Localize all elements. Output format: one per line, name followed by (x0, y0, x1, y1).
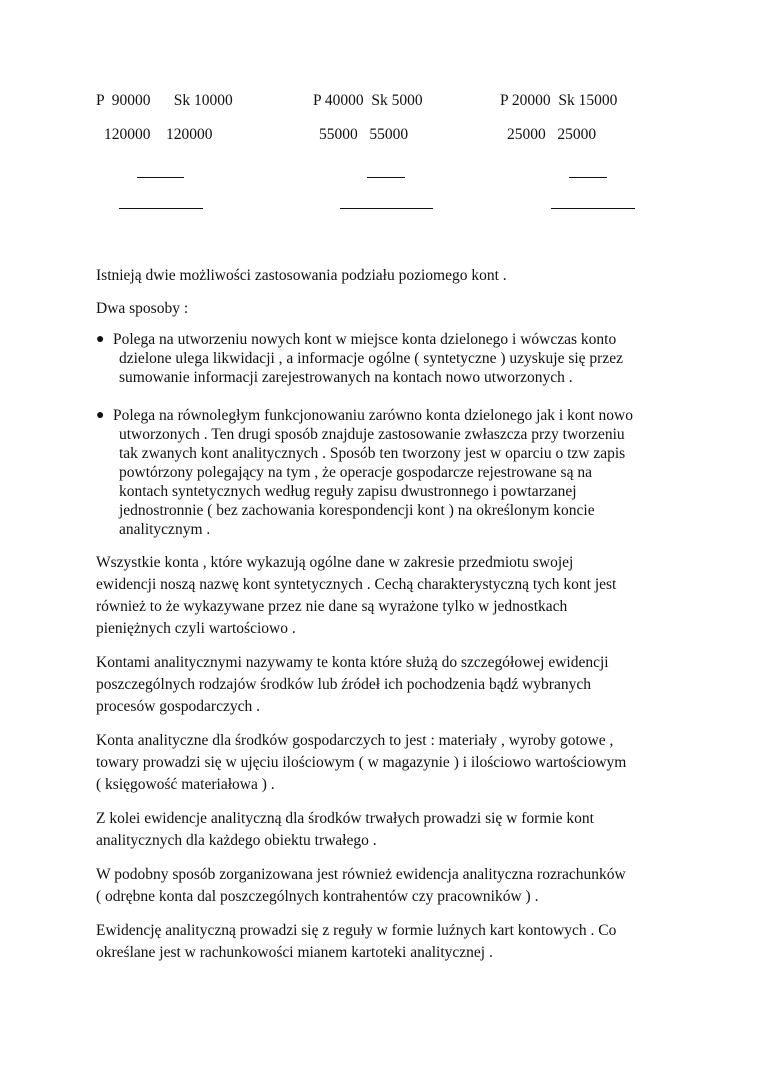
paragraph-line: Kontami analitycznymi nazywamy te konta które służą do szczegółowej ewidencji (96, 654, 609, 671)
intro-paragraph: Istnieją dwie możliwości zastosowania podziału poziomego kont . (96, 267, 507, 284)
paragraph-line: W podobny sposób zorganizowana jest również ewidencja analityczna rozrachunków (96, 866, 626, 883)
paragraph-line: ( odrębne konta dal poszczególnych kontrahentów czy pracowników ) . (96, 888, 539, 905)
account-1-totals: P 90000 Sk 10000 (96, 92, 233, 109)
bullet-icon: ● (96, 408, 105, 423)
paragraph-line: Z kolei ewidencje analityczną dla środków trwałych prowadzi się w formie kont (96, 810, 594, 827)
paragraph-line: Ewidencję analityczną prowadzi się z reguły w formie luźnych kart kontowych . Co (96, 922, 617, 939)
paragraph-line: określane jest w rachunkowości mianem kartoteki analitycznej . (96, 944, 493, 961)
paragraph-line: analitycznych dla każdego obiektu trwałego . (96, 832, 377, 849)
account-1-long-rule (119, 208, 203, 209)
paragraph-line: pieniężnych czyli wartościowo . (96, 620, 296, 637)
account-3-short-rule (569, 177, 607, 178)
paragraph-analytical-accounts (96, 652, 676, 718)
paragraph-line: Konta analityczne dla środków gospodarczych to jest : materiały , wyroby gotowe , (96, 732, 614, 749)
bullet-1-line: Polega na utworzeniu nowych kont w miejsce konta dzielonego i wówczas konto (113, 331, 617, 348)
document-body (96, 265, 676, 964)
bullet-item-2 (96, 406, 676, 539)
bullet-2-line: kontach syntetycznych według reguły zapisu dwustronnego i powtarzanej (119, 483, 577, 500)
bullet-1-line: dzielone ulega likwidacji , a informacje ogólne ( syntetyczne ) uzyskuje się przez (119, 350, 623, 367)
account-1-short-rule (137, 177, 184, 178)
paragraph-economic-means (96, 730, 676, 796)
paragraph-line: ewidencji noszą nazwę kont syntetycznych . Cechą charakterystyczną tych kont jest (96, 576, 617, 593)
paragraph-line: Wszystkie konta , które wykazują ogólne dane w zakresie przedmiotu swojej (96, 554, 574, 571)
bullet-2-line: jednostronnie ( bez zachowania korespondencji kont ) na określonym koncie (119, 502, 595, 519)
account-3-turnover: 25000 25000 (507, 126, 597, 143)
bullet-icon: ● (96, 332, 105, 347)
paragraph-settlements (96, 864, 676, 908)
paragraph-card-file (96, 920, 676, 964)
bullet-2-line: Polega na równoległym funkcjonowaniu zarówno konta dzielonego jak i kont nowo (113, 407, 633, 424)
bullet-2-line: powtórzony polegający na tym , że operacje gospodarcze rejestrowane są na (119, 464, 592, 481)
bullet-2-line: analitycznym . (119, 521, 211, 538)
paragraph-line: również to że wykazywane przez nie dane są wyrażone tylko w jednostkach (96, 598, 568, 615)
paragraph-line: ( księgowość materiałowa ) . (96, 776, 275, 793)
account-2-long-rule (340, 208, 433, 209)
bullet-2-line: utworzonych . Ten drugi sposób znajduje zastosowanie zwłaszcza przy tworzeniu (119, 426, 625, 443)
account-2-totals: P 40000 Sk 5000 (313, 92, 423, 109)
account-2-turnover: 55000 55000 (319, 126, 409, 143)
account-2-short-rule (367, 177, 405, 178)
ways-heading: Dwa sposoby : (96, 300, 189, 317)
bullet-2-line: tak zwanych kont analitycznych . Sposób ten tworzony jest w oparciu o tzw zapis (119, 445, 626, 462)
paragraph-fixed-assets (96, 808, 676, 852)
bullet-1-line: sumowanie informacji zarejestrowanych na kontach nowo utworzonych . (119, 369, 573, 386)
paragraph-synthetic-accounts (96, 552, 676, 640)
paragraph-line: procesów gospodarczych . (96, 698, 260, 715)
account-1-turnover: 120000 120000 (104, 126, 213, 143)
account-3-totals: P 20000 Sk 15000 (500, 92, 618, 109)
account-3-long-rule (551, 208, 635, 209)
paragraph-line: poszczególnych rodzajów środków lub źródeł ich pochodzenia bądź wybranych (96, 676, 591, 693)
paragraph-line: towary prowadzi się w ujęciu ilościowym ( w magazynie ) i ilościowo wartościowym (96, 754, 627, 771)
bullet-item-1 (96, 330, 676, 387)
